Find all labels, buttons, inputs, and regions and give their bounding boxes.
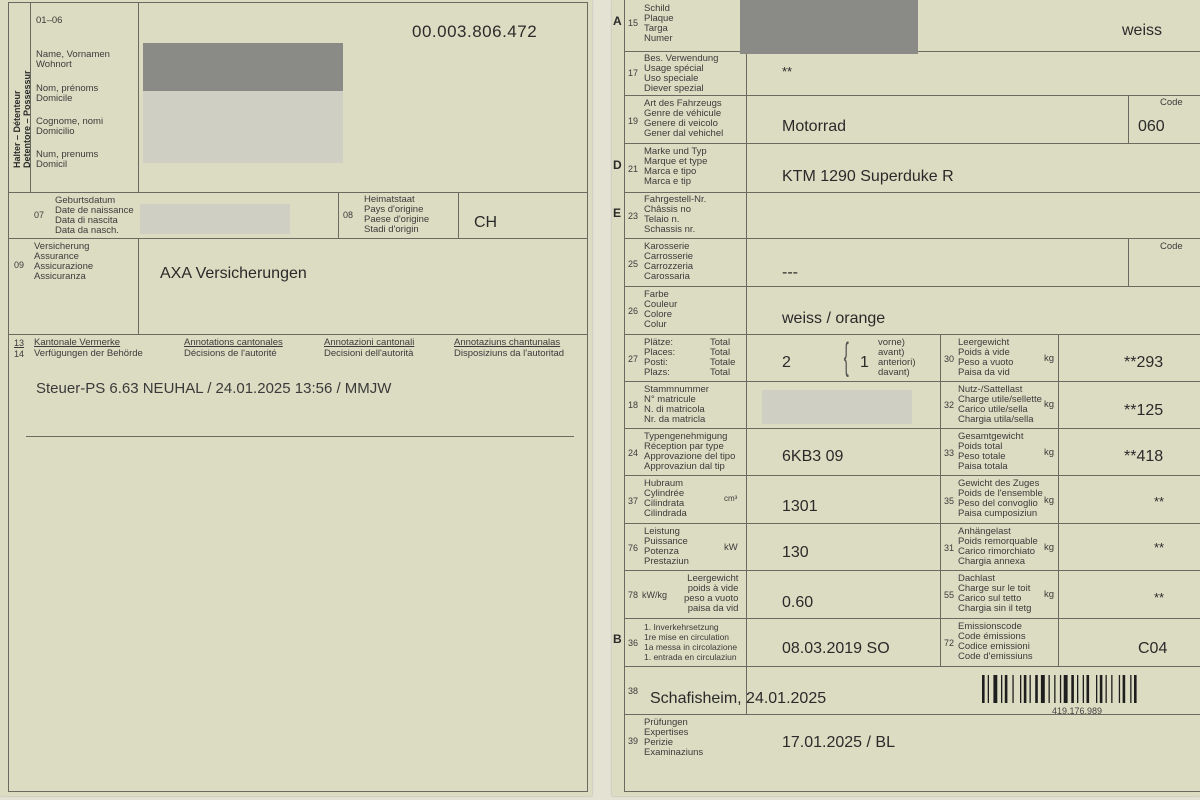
redacted-name (143, 43, 343, 91)
field-number-55: 55 (944, 590, 955, 600)
frame-top (8, 2, 588, 3)
field-number-36: 36 (628, 638, 639, 648)
vehicle-code-value: 060 (1138, 118, 1165, 135)
row-divider (624, 286, 1200, 287)
holder-vertical-label: Halter – Détenteur Detentore – Possessur (12, 70, 32, 168)
registration-left-page (0, 0, 592, 796)
roof-load-label: Dachlast Charge sur le toit Carico sul tetto Chargia sin il tetg (958, 573, 1032, 614)
divider (8, 192, 588, 193)
field-number-15: 15 (628, 18, 639, 28)
seats-front-label: vorne) avant) anteriori) davant) (878, 337, 916, 378)
seats-total-label: Total Total Totale Total (710, 337, 736, 378)
first-registration-value: 08.03.2019 SO (782, 640, 890, 657)
redacted-master-number (762, 390, 912, 424)
field-number-27: 27 (628, 354, 639, 364)
field-number-13: 13 (14, 338, 25, 348)
plate-label: Schild Plaque Targa Numer (644, 3, 674, 44)
seats-front-value: 1 (860, 354, 869, 371)
emission-code-label: Emissionscode Code émissions Codice emissioni Code d'emissiuns (958, 621, 1033, 662)
roof-load-unit: kg (1044, 589, 1055, 600)
field-number-37: 37 (628, 496, 639, 506)
field-number-24: 24 (628, 448, 639, 458)
color-value: weiss / orange (782, 310, 886, 327)
document-number: 00.003.806.472 (412, 22, 538, 41)
row-divider (624, 143, 1200, 144)
type-approval-label: Typengenehmigung Réception par type Approvazione del tipo Approvaziun dal tip (644, 431, 736, 472)
field-number-08: 08 (343, 210, 354, 220)
code-column-divider (1128, 238, 1129, 286)
field-number-72: 72 (944, 638, 955, 648)
master-number-label: Stammnummer N° matricule N. di matricola Nr. da matricla (644, 384, 709, 425)
annotation-underline (26, 436, 574, 437)
divider (338, 192, 339, 238)
chassis-label: Fahrgestell-Nr. Châssis no Telaio n. Schassis nr. (644, 194, 707, 235)
home-country-label: Heimatstaat Pays d'origine Paese d'origine Stadi d'origin (364, 194, 430, 235)
row-divider (624, 475, 1200, 476)
displacement-value: 1301 (782, 498, 818, 515)
registration-right-page (612, 0, 1200, 796)
place-date-value: Schafisheim, 24.01.2025 (650, 690, 827, 707)
empty-weight-label: Leergewicht Poids à vide Peso a vuoto Paisa da vid (958, 337, 1014, 378)
holder-name-label: Name, Vornamen Wohnort (36, 49, 110, 70)
frame-right (587, 2, 588, 792)
payload-value: **125 (1124, 402, 1164, 419)
insurance-label: Versicherung Assurance Assicurazione Assicuranza (34, 241, 94, 282)
payload-label: Nutz-/Sattellast Charge utile/sellette Carico utile/sella Chargia utila/sella (958, 384, 1042, 425)
split-column-divider (1058, 334, 1059, 666)
cantonal-notes-de: Kantonale Vermerke (34, 337, 121, 348)
authority-decisions-rm: Disposiziuns da l'autoritad (454, 348, 565, 359)
authority-decisions-fr: Décisions de l'autorité (184, 348, 277, 359)
field-number-25: 25 (628, 259, 639, 269)
seats-label: Plätze: Places: Posti: Plazs: (644, 337, 676, 378)
authority-decisions-it: Decisioni dell'autorità (324, 348, 414, 359)
barcode-number: 419.176.989 (1052, 706, 1103, 716)
birthdate-label: Geburtsdatum Date de naissance Data di nascita Data da nasch. (55, 195, 134, 236)
special-use-label: Bes. Verwendung Usage spécial Uso speciale Diever spezial (644, 53, 719, 94)
field-number-32: 32 (944, 400, 955, 410)
section-letter-b: B (613, 632, 622, 646)
total-weight-unit: kg (1044, 447, 1055, 458)
cantonal-notes-rm: Annotaziuns chantunalas (454, 337, 561, 348)
row-divider (624, 95, 1200, 96)
row-divider (624, 666, 1200, 667)
row-divider (624, 523, 1200, 524)
make-model-label: Marke und Typ Marque et type Marca e tipo Marca e tip (644, 146, 708, 187)
total-weight-value: **418 (1124, 448, 1164, 465)
code-column-divider (1128, 95, 1129, 143)
field-number-30: 30 (944, 354, 955, 364)
cantonal-notes-fr: Annotations cantonales (184, 337, 283, 348)
body-code-label: Code (1160, 241, 1183, 252)
field-number-38: 38 (628, 686, 639, 696)
field-number-23: 23 (628, 211, 639, 221)
emission-code-value: C04 (1138, 640, 1168, 657)
tax-annotation: Steuer-PS 6.63 NEUHAL / 24.01.2025 13:56 / MMJW (36, 380, 392, 397)
section-01-06: 01–06 (36, 15, 63, 26)
seats-total-value: 2 (782, 354, 791, 371)
power-weight-value: 0.60 (782, 594, 814, 611)
holder-name-label-rm: Num, prenums Domicil (36, 149, 99, 170)
holder-name-label-fr: Nom, prénoms Domicile (36, 83, 99, 104)
frame-left (8, 2, 9, 792)
vehicle-type-value: Motorrad (782, 118, 847, 135)
train-weight-unit: kg (1044, 495, 1055, 506)
divider (8, 334, 588, 335)
row-divider (624, 428, 1200, 429)
section-letter-a: A (613, 14, 622, 28)
power-unit: kW (724, 542, 738, 553)
row-divider (624, 618, 1200, 619)
train-weight-label: Gewicht des Zuges Poids de l'ensemble Peso del convoglio Paisa cumposiziun (958, 478, 1043, 519)
power-weight-label: Leergewicht poids à vide peso a vuoto paisa da vid (684, 573, 739, 614)
vehicle-code-label: Code (1160, 97, 1183, 108)
power-value: 130 (782, 544, 809, 561)
special-use-value: ** (782, 64, 793, 79)
row-divider (624, 192, 1200, 193)
field-number-26: 26 (628, 306, 639, 316)
field-number-09: 09 (14, 260, 25, 270)
label-column-divider (746, 0, 747, 714)
seats-bracket-icon: { (843, 336, 849, 378)
holder-name-label-it: Cognome, nomi Domicilio (36, 116, 104, 137)
frame-bottom (8, 791, 588, 792)
section-letter-d: D (613, 158, 622, 172)
field-number-76: 76 (628, 543, 639, 553)
roof-load-value: ** (1154, 590, 1165, 605)
insurance-value: AXA Versicherungen (160, 265, 307, 282)
divider (8, 238, 588, 239)
cantonal-notes-it: Annotazioni cantonali (324, 337, 415, 348)
split-column-divider (940, 334, 941, 666)
power-label: Leistung Puissance Potenza Prestaziun (644, 526, 689, 567)
redacted-address (143, 91, 343, 163)
redacted-plate (740, 0, 918, 54)
type-approval-value: 6KB3 09 (782, 448, 844, 465)
body-label: Karosserie Carrosserie Carrozzeria Carossaria (644, 241, 694, 282)
field-number-35: 35 (944, 496, 955, 506)
plate-color-value: weiss (1122, 22, 1163, 39)
row-divider (624, 714, 1200, 715)
row-divider (624, 334, 1200, 335)
frame-left (624, 0, 625, 792)
field-number-14: 14 (14, 349, 25, 359)
barcode-icon (982, 675, 1188, 703)
displacement-unit: cm³ (724, 494, 738, 503)
first-registration-label: 1. Inverkehrsetzung 1re mise en circulation 1a messa in circolazione 1. entrada en circulaziun (644, 622, 738, 662)
power-weight-unit: kW/kg (642, 590, 668, 600)
authority-decisions-de: Verfügungen der Behörde (34, 348, 143, 359)
field-number-17: 17 (628, 68, 639, 78)
body-value: --- (782, 264, 798, 281)
empty-weight-value: **293 (1124, 354, 1164, 371)
towing-load-value: ** (1154, 540, 1165, 555)
home-country-value: CH (474, 214, 498, 231)
make-model-value: KTM 1290 Superduke R (782, 168, 954, 185)
field-number-39: 39 (628, 736, 639, 746)
field-number-31: 31 (944, 543, 955, 553)
inspection-value: 17.01.2025 / BL (782, 734, 895, 751)
displacement-label: Hubraum Cylindrée Cilindrata Cilindrada (644, 478, 687, 519)
empty-weight-unit: kg (1044, 353, 1055, 364)
towing-load-label: Anhängelast Poids remorquable Carico rimorchiato Chargia annexa (958, 526, 1038, 567)
train-weight-value: ** (1154, 494, 1165, 509)
row-divider (624, 238, 1200, 239)
inspection-label: Prüfungen Expertises Perizie Examinaziuns (644, 717, 704, 758)
field-number-21: 21 (628, 164, 639, 174)
field-number-07: 07 (34, 210, 45, 220)
total-weight-label: Gesamtgewicht Poids total Peso totale Paisa totala (958, 431, 1024, 472)
divider (458, 192, 459, 238)
row-divider (624, 570, 1200, 571)
payload-unit: kg (1044, 399, 1055, 410)
field-number-18: 18 (628, 400, 639, 410)
divider (138, 238, 139, 334)
section-letter-e: E (613, 206, 622, 220)
color-label: Farbe Couleur Colore Colur (644, 289, 678, 330)
towing-load-unit: kg (1044, 542, 1055, 553)
field-number-33: 33 (944, 448, 955, 458)
vehicle-type-label: Art des Fahrzeugs Genre de véhicule Genere di veicolo Gener dal vehichel (644, 98, 724, 139)
field-number-19: 19 (628, 116, 639, 126)
row-divider (624, 381, 1200, 382)
divider (138, 2, 139, 192)
frame-bottom (624, 791, 1200, 792)
redacted-birthdate (140, 204, 290, 234)
field-number-78: 78 (628, 590, 639, 600)
